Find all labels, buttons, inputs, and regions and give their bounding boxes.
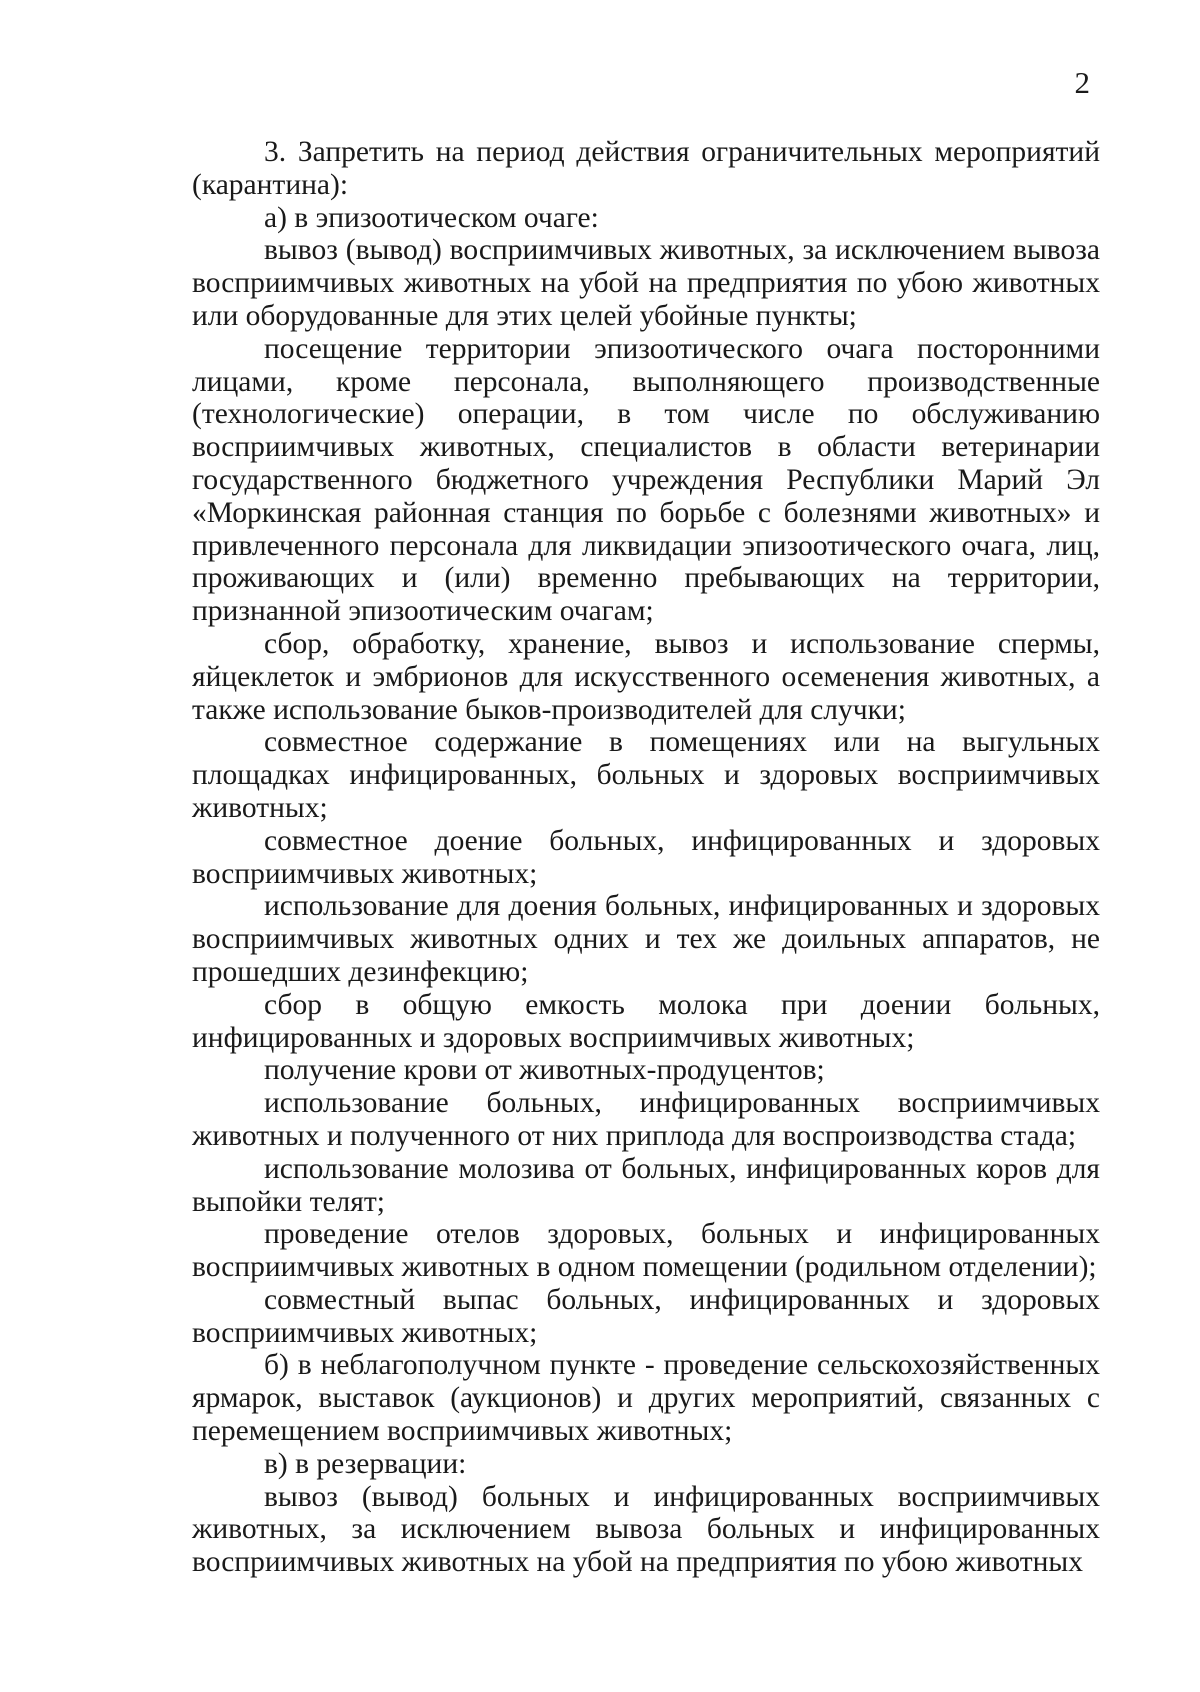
paragraph-ban-export: вывоз (вывод) восприимчивых животных, за исключением вывоза восприимчивых животных на убой на предприятия по убою животных или оборудованные для этих целей убойные пункты; [192, 234, 1100, 332]
paragraph-ban-common-milk-tank: сбор в общую емкость молока при доении больных, инфицированных и здоровых восприимчивых животных; [192, 988, 1100, 1054]
paragraph-subitem-b: б) в неблагополучном пункте - проведение сельскохозяйственных ярмарок, выставок (аукционов) и других мероприятий, связанных с перемещением восприимчивых животных; [192, 1349, 1100, 1448]
paragraph-item-3-heading: 3. Запретить на период действия ограничительных мероприятий (карантина): [192, 136, 1100, 201]
paragraph-ban-sperm-collection: сбор, обработку, хранение, вывоз и использование спермы, яйцеклеток и эмбрионов для искусственного осеменения животных, а также использование быков-производителей для случки; [192, 627, 1100, 726]
paragraph-subitem-v: в) в резервации: [264, 1447, 467, 1480]
paragraph-ban-joint-keeping: совместное содержание в помещениях или на выгульных площадках инфицированных, больных и здоровых восприимчивых животных; [192, 726, 1100, 824]
paragraph-ban-shared-milking-machines: использование для доения больных, инфицированных и здоровых восприимчивых животных одних и тех же доильных аппаратов, не прошедших дезинфекцию; [192, 890, 1100, 988]
paragraph-ban-joint-grazing: совместный выпас больных, инфицированных и здоровых восприимчивых животных; [192, 1283, 1100, 1349]
document-body [192, 136, 1100, 1579]
paragraph-ban-breeding-use: использование больных, инфицированных восприимчивых животных и полученного от них приплода для воспроизводства стада; [192, 1087, 1100, 1152]
paragraph-ban-visiting: посещение территории эпизоотического очага посторонними лицами, кроме персонала, выполняющего производственные (технологические) операции, в том числе по обслуживанию восприимчивых животных, специалистов в области ветеринарии государственного бюджетного учреждения Республики Марий Эл «Моркинская районная станция по борьбе с болезнями животных» и привлеченного персонала для ликвидации эпизоотического очага, лиц, проживающих и (или) временно пребывающих на территории, признанной эпизоотическим очагам; [192, 332, 1100, 628]
paragraph-ban-blood-collection: получение крови от животных-продуцентов; [264, 1054, 825, 1087]
paragraph-ban-joint-calving: проведение отелов здоровых, больных и инфицированных восприимчивых животных в одном помещении (родильном отделении); [192, 1218, 1100, 1284]
paragraph-ban-colostrum: использование молозива от больных, инфицированных коров для выпойки телят; [192, 1152, 1100, 1218]
paragraph-subitem-a: а) в эпизоотическом очаге: [264, 201, 599, 234]
paragraph-ban-joint-milking: совместное доение больных, инфицированных и здоровых восприимчивых животных; [192, 824, 1100, 890]
paragraph-reservation-export: вывоз (вывод) больных и инфицированных восприимчивых животных, за исключением вывоза больных и инфицированных восприимчивых животных на убой на предприятия по убою животных [192, 1480, 1100, 1579]
page-number: 2 [1074, 65, 1090, 100]
